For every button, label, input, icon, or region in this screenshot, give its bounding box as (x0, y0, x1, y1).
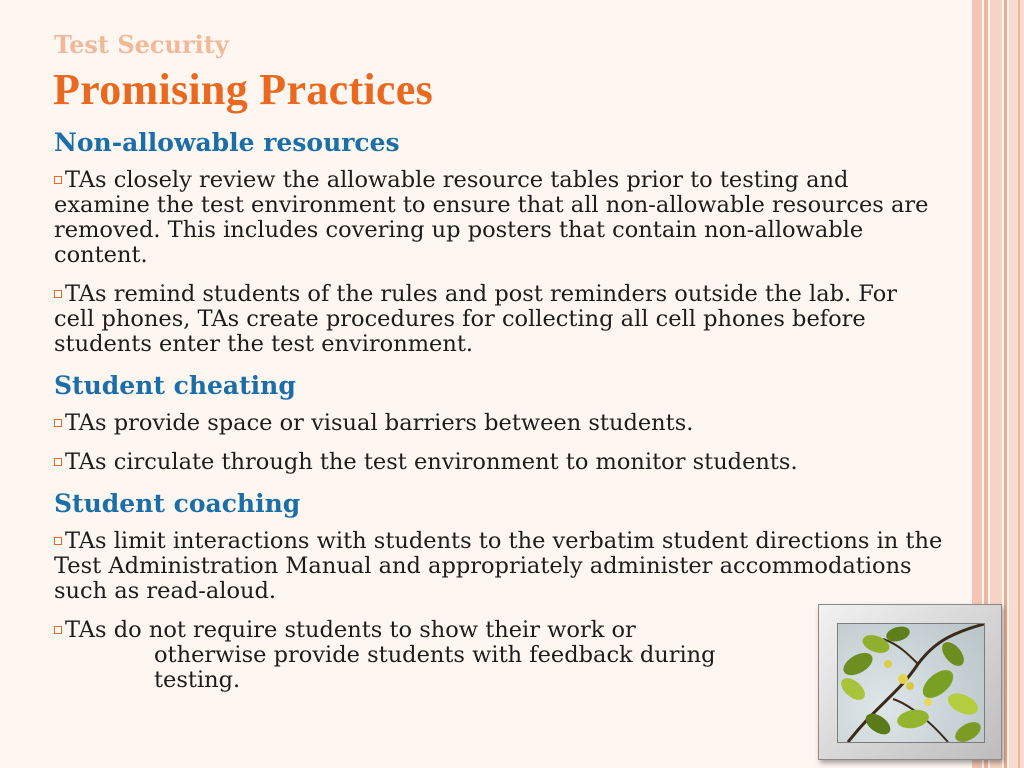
decor-stripe (1009, 0, 1024, 768)
bullet-item (54, 450, 944, 475)
bullet-text: TAs circulate through the test environment to monitor students. (65, 449, 798, 475)
slide-title: Promising Practices (53, 65, 434, 114)
bullet-item (54, 282, 944, 357)
bullet-item (54, 411, 944, 436)
section-student-coaching (54, 489, 944, 693)
square-bullet-icon (54, 626, 62, 634)
square-bullet-icon (54, 176, 62, 184)
square-bullet-icon (54, 458, 62, 466)
bullet-item (54, 618, 799, 693)
bullet-text-continuation: otherwise provide students with feedback during testing. (154, 642, 716, 693)
leaves-illustration (838, 624, 984, 742)
bullet-item (54, 168, 944, 268)
square-bullet-icon (54, 290, 62, 298)
section-non-allowable-resources (54, 128, 944, 357)
bullet-text: TAs provide space or visual barriers between students. (65, 410, 694, 436)
slide-subtitle: Test Security (54, 30, 229, 59)
square-bullet-icon (54, 419, 62, 427)
bullet-text: TAs remind students of the rules and post reminders outside the lab. For cell phones, TAs create procedures for collecting all cell phones before students enter the test environment. (54, 281, 897, 357)
section-heading: Student coaching (54, 489, 301, 518)
decor-stripe (1004, 0, 1007, 768)
slide-content (54, 128, 944, 707)
section-heading: Student cheating (54, 371, 296, 400)
section-heading: Non-allowable resources (54, 128, 400, 157)
bullet-text: TAs do not require students to show their work or (65, 617, 636, 643)
bullet-text: TAs closely review the allowable resource tables prior to testing and examine the test environment to ensure that all non-allowable resources are removed. This includes covering up posters that contain non-allowable content. (54, 167, 929, 268)
bullet-item (54, 529, 944, 604)
bullet-text: TAs limit interactions with students to the verbatim student directions in the Test Administration Manual and appropriately administer accommodations such as read-aloud. (54, 528, 943, 604)
photo-frame (818, 604, 1002, 760)
decor-stripe (1018, 0, 1020, 768)
section-student-cheating (54, 371, 944, 475)
leaves-photo-icon (837, 623, 985, 743)
square-bullet-icon (54, 537, 62, 545)
